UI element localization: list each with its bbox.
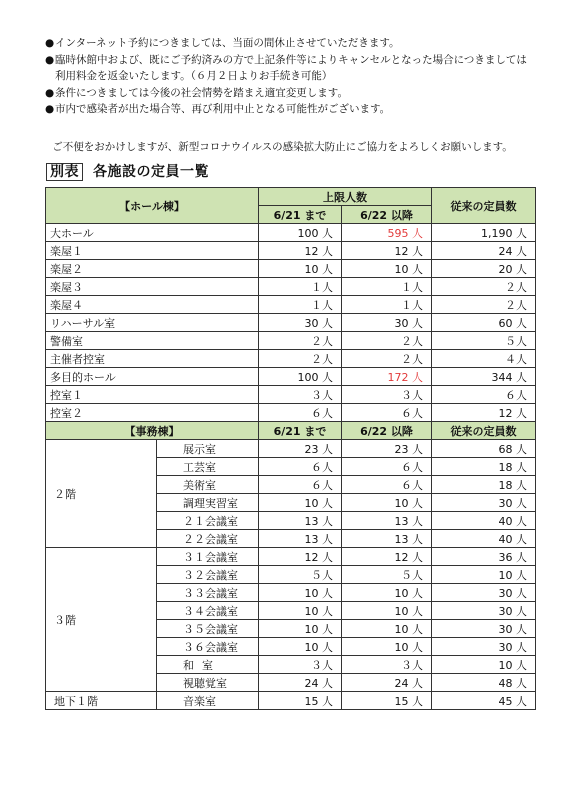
table-row <box>46 404 536 422</box>
room-name: ３４会議室 <box>157 602 259 620</box>
table-row <box>46 278 536 296</box>
table-row <box>46 260 536 278</box>
capacity-after: 24 人 <box>342 674 432 692</box>
capacity-previous: ６人 <box>432 386 536 404</box>
capacity-after: ２人 <box>342 350 432 368</box>
capacity-previous: 45 人 <box>432 692 536 710</box>
capacity-previous: ５人 <box>432 332 536 350</box>
capacity-until: 100 人 <box>259 368 342 386</box>
notice-item <box>45 85 535 102</box>
capacity-until: 30 人 <box>259 314 342 332</box>
capacity-after: １人 <box>342 296 432 314</box>
capacity-previous: 40 人 <box>432 512 536 530</box>
upper-limit-header: 上限人数 <box>259 188 432 206</box>
capacity-until: 13 人 <box>259 512 342 530</box>
facility-name: 楽屋３ <box>46 278 259 296</box>
apology-text: ご不便をおかけしますが、新型コロナウイルスの感染拡大防止にご協力をよろしくお願いします。 <box>52 141 513 153</box>
facility-name: 多目的ホール <box>46 368 259 386</box>
capacity-after: 10 人 <box>342 620 432 638</box>
capacity-after: 12 人 <box>342 548 432 566</box>
room-name: ３６会議室 <box>157 638 259 656</box>
capacity-previous: ４人 <box>432 350 536 368</box>
room-name: ２１会議室 <box>157 512 259 530</box>
room-name: 工芸室 <box>157 458 259 476</box>
notice-text: インターネット予約につきましては、当面の間休止させていただきます。 <box>55 37 400 49</box>
facility-name: 警備室 <box>46 332 259 350</box>
bullet: ● <box>45 53 55 66</box>
capacity-until: 10 人 <box>259 638 342 656</box>
facility-name: 控室２ <box>46 404 259 422</box>
bullet: ● <box>45 37 55 49</box>
previous-capacity-header: 従来の定員数 <box>432 188 536 224</box>
capacity-table <box>45 187 536 710</box>
notice-item <box>45 35 535 52</box>
capacity-previous: 18 人 <box>432 476 536 494</box>
room-name: 音楽室 <box>157 692 259 710</box>
table-row <box>46 350 536 368</box>
facility-name: 楽屋４ <box>46 296 259 314</box>
section-title: 各施設の定員一覧 <box>93 164 209 180</box>
facility-name: 大ホール <box>46 224 259 242</box>
capacity-until: ６人 <box>259 476 342 494</box>
capacity-table-body <box>46 188 536 710</box>
capacity-after: 10 人 <box>342 260 432 278</box>
capacity-until: 24 人 <box>259 674 342 692</box>
capacity-previous: 36 人 <box>432 548 536 566</box>
room-name: 調理実習室 <box>157 494 259 512</box>
capacity-until: ３人 <box>259 386 342 404</box>
capacity-previous: 30 人 <box>432 494 536 512</box>
capacity-previous: 68 人 <box>432 440 536 458</box>
capacity-after: 15 人 <box>342 692 432 710</box>
capacity-after: 13 人 <box>342 530 432 548</box>
capacity-until: 10 人 <box>259 260 342 278</box>
capacity-after: 172 人 <box>342 368 432 386</box>
capacity-after: 10 人 <box>342 584 432 602</box>
after-header: 6/22 以降 <box>342 422 432 440</box>
capacity-previous: 30 人 <box>432 638 536 656</box>
capacity-until: ５人 <box>259 566 342 584</box>
bullet: ● <box>45 86 55 99</box>
capacity-until: 10 人 <box>259 620 342 638</box>
floor-label: 地下１階 <box>46 692 157 710</box>
after-header: 6/22 以降 <box>342 206 432 224</box>
capacity-previous: ２人 <box>432 278 536 296</box>
table-row <box>46 386 536 404</box>
capacity-previous: 48 人 <box>432 674 536 692</box>
capacity-after: ５人 <box>342 566 432 584</box>
table-row <box>46 314 536 332</box>
capacity-until: ６人 <box>259 404 342 422</box>
table-row <box>46 548 536 566</box>
capacity-after: ６人 <box>342 458 432 476</box>
notice-text: 条件につきましては今後の社会情勢を踏まえ適宜変更します。 <box>55 86 348 99</box>
facility-name: リハーサル室 <box>46 314 259 332</box>
capacity-after: 23 人 <box>342 440 432 458</box>
capacity-until: ２人 <box>259 350 342 368</box>
capacity-until: 23 人 <box>259 440 342 458</box>
office-header-row <box>46 422 536 440</box>
notice-item <box>45 101 535 118</box>
capacity-previous: 30 人 <box>432 584 536 602</box>
capacity-after: 12 人 <box>342 242 432 260</box>
capacity-after: ２人 <box>342 332 432 350</box>
capacity-until: 10 人 <box>259 602 342 620</box>
capacity-previous: 20 人 <box>432 260 536 278</box>
table-row <box>46 224 536 242</box>
capacity-previous: 24 人 <box>432 242 536 260</box>
room-name: ３３会議室 <box>157 584 259 602</box>
capacity-previous: 30 人 <box>432 620 536 638</box>
capacity-previous: 1,190 人 <box>432 224 536 242</box>
capacity-until: １人 <box>259 296 342 314</box>
facility-name: 楽屋１ <box>46 242 259 260</box>
facility-name: 主催者控室 <box>46 350 259 368</box>
table-row <box>46 242 536 260</box>
room-name: 展示室 <box>157 440 259 458</box>
capacity-until: ３人 <box>259 656 342 674</box>
room-name: 視聴覚室 <box>157 674 259 692</box>
hall-building-header: 【ホール棟】 <box>46 188 259 224</box>
capacity-until: １人 <box>259 278 342 296</box>
section-heading <box>46 161 209 181</box>
section-tag: 別表 <box>46 163 83 181</box>
capacity-previous: 10 人 <box>432 656 536 674</box>
capacity-until: 100 人 <box>259 224 342 242</box>
floor-label: ２階 <box>46 440 157 548</box>
capacity-previous: 30 人 <box>432 602 536 620</box>
floor-label: ３階 <box>46 548 157 692</box>
table-row <box>46 692 536 710</box>
bullet: ● <box>45 103 55 115</box>
table-row <box>46 440 536 458</box>
capacity-until: 10 人 <box>259 494 342 512</box>
table-row <box>46 296 536 314</box>
notice-text: 市内で感染者が出た場合等、再び利用中止となる可能性がございます。 <box>55 103 391 115</box>
notice-item <box>45 52 535 85</box>
capacity-after: 13 人 <box>342 512 432 530</box>
capacity-after: 10 人 <box>342 494 432 512</box>
capacity-previous: 60 人 <box>432 314 536 332</box>
capacity-previous: 344 人 <box>432 368 536 386</box>
facility-name: 控室１ <box>46 386 259 404</box>
capacity-previous: 10 人 <box>432 566 536 584</box>
notice-text: 臨時休館中および、既にご予約済みの方で上記条件等によりキャンセルとなった場合につきましては利用料金を返金いたします。（６月２日よりお手続き可能） <box>55 53 527 82</box>
capacity-after: ６人 <box>342 476 432 494</box>
until-header: 6/21 まで <box>259 422 342 440</box>
capacity-until: 13 人 <box>259 530 342 548</box>
capacity-until: 10 人 <box>259 584 342 602</box>
capacity-until: 12 人 <box>259 242 342 260</box>
capacity-after: 30 人 <box>342 314 432 332</box>
previous-capacity-header: 従来の定員数 <box>432 422 536 440</box>
capacity-previous: ２人 <box>432 296 536 314</box>
table-row <box>46 332 536 350</box>
capacity-after: ６人 <box>342 404 432 422</box>
capacity-until: 12 人 <box>259 548 342 566</box>
capacity-after: ３人 <box>342 386 432 404</box>
capacity-until: 15 人 <box>259 692 342 710</box>
capacity-previous: 18 人 <box>432 458 536 476</box>
capacity-after: 10 人 <box>342 638 432 656</box>
room-name: ２２会議室 <box>157 530 259 548</box>
capacity-after: 10 人 <box>342 602 432 620</box>
capacity-until: ６人 <box>259 458 342 476</box>
room-name: 和室 <box>157 656 259 674</box>
office-building-header: 【事務棟】 <box>46 422 259 440</box>
capacity-previous: 40 人 <box>432 530 536 548</box>
capacity-after: ３人 <box>342 656 432 674</box>
facility-name: 楽屋２ <box>46 260 259 278</box>
table-row <box>46 368 536 386</box>
room-name: ３１会議室 <box>157 548 259 566</box>
room-name: 美術室 <box>157 476 259 494</box>
capacity-previous: 12 人 <box>432 404 536 422</box>
capacity-after: 595 人 <box>342 224 432 242</box>
room-name: ３２会議室 <box>157 566 259 584</box>
capacity-after: １人 <box>342 278 432 296</box>
hall-header-row <box>46 188 536 206</box>
capacity-until: ２人 <box>259 332 342 350</box>
until-header: 6/21 まで <box>259 206 342 224</box>
room-name: ３５会議室 <box>157 620 259 638</box>
notice-list <box>45 35 535 118</box>
